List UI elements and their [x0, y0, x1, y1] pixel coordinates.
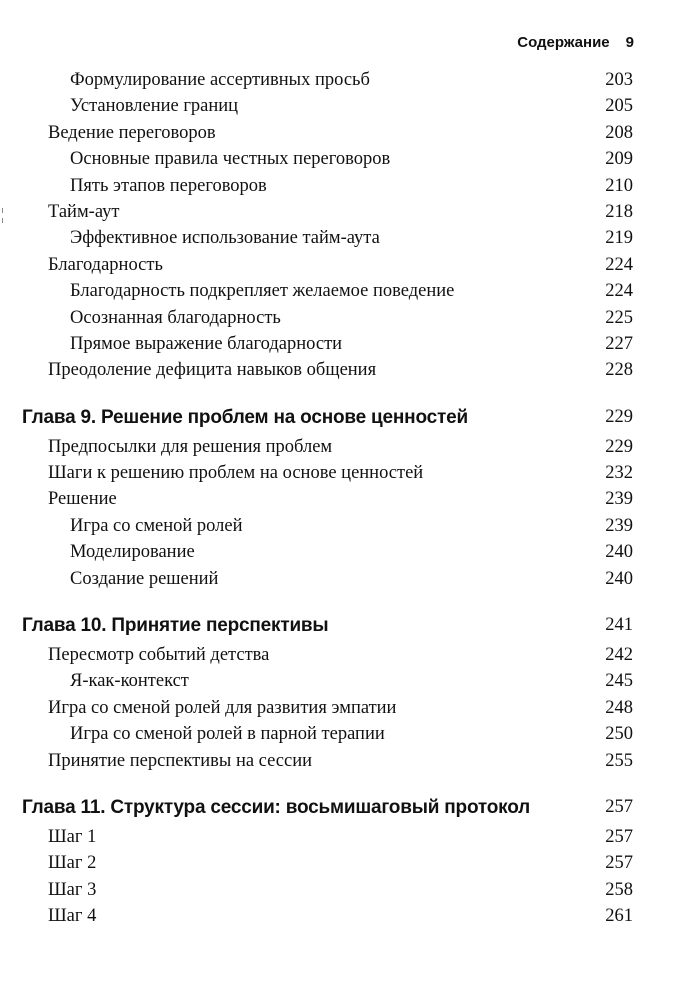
- toc-entry: [0, 281, 686, 307]
- table-of-contents: [0, 70, 686, 933]
- toc-entry-title: Шаги к решению проблем на основе ценностей: [48, 463, 424, 484]
- toc-entry-title: Решение: [48, 489, 117, 510]
- toc-entry: [0, 724, 686, 750]
- toc-entry: [0, 645, 686, 671]
- toc-entry: [0, 96, 686, 122]
- header-title: Содержание: [517, 34, 610, 51]
- running-header: [517, 34, 634, 51]
- toc-entry-page: 257: [605, 826, 633, 847]
- toc-entry-page: 241: [605, 615, 633, 636]
- toc-entry-page: 224: [605, 254, 633, 275]
- toc-entry-page: 208: [605, 122, 633, 143]
- toc-entry-title: Предпосылки для решения проблем: [48, 436, 333, 457]
- toc-chapter-entry: [0, 797, 686, 827]
- toc-entry: [0, 751, 686, 777]
- toc-entry: [0, 149, 686, 175]
- toc-entry-page: 248: [605, 697, 633, 718]
- toc-entry-title: Прямое выражение благодарности: [70, 333, 343, 354]
- toc-entry-title: Благодарность подкрепляет желаемое поведение: [70, 281, 455, 302]
- toc-entry-page: 239: [605, 489, 633, 510]
- toc-entry-page: 257: [605, 853, 633, 874]
- toc-entry-title: Глава 10. Принятие перспективы: [22, 615, 329, 637]
- toc-entry-page: 257: [605, 796, 633, 817]
- toc-entry-title: Основные правила честных переговоров: [70, 149, 391, 170]
- toc-entry-title: Благодарность: [48, 254, 163, 275]
- toc-entry-page: 228: [605, 360, 633, 381]
- toc-entry-title: Тайм-аут: [48, 201, 120, 222]
- toc-entry-page: 239: [605, 515, 633, 536]
- toc-entry: [0, 202, 686, 228]
- toc-entry-title: Эффективное использование тайм-аута: [70, 228, 380, 249]
- toc-entry: [0, 880, 686, 906]
- toc-entry: [0, 489, 686, 515]
- toc-entry-page: 225: [605, 307, 633, 328]
- toc-entry-title: Формулирование ассертивных просьб: [70, 70, 370, 90]
- toc-entry-title: Ведение переговоров: [48, 122, 216, 143]
- toc-entry-title: Моделирование: [70, 542, 195, 563]
- toc-entry-title: Пересмотр событий детства: [48, 645, 270, 666]
- toc-entry: [0, 360, 686, 386]
- toc-entry: [0, 437, 686, 463]
- toc-entry-page: 240: [605, 542, 633, 563]
- toc-entry-page: 210: [605, 175, 633, 196]
- toc-entry: [0, 228, 686, 254]
- toc-entry-title: Шаг 4: [48, 906, 97, 927]
- toc-entry: [0, 255, 686, 281]
- toc-entry-title: Шаг 2: [48, 853, 97, 874]
- toc-entry: [0, 123, 686, 149]
- toc-entry: [0, 569, 686, 595]
- toc-entry: [0, 853, 686, 879]
- toc-entry-title: Я-как-контекст: [70, 671, 189, 692]
- toc-entry-title: Шаг 1: [48, 826, 97, 847]
- toc-entry-page: 232: [605, 463, 633, 484]
- toc-chapter-entry: [0, 615, 686, 645]
- toc-entry: [0, 516, 686, 542]
- toc-entry-page: 245: [605, 671, 633, 692]
- toc-entry: [0, 70, 686, 96]
- toc-entry-title: Преодоление дефицита навыков общения: [48, 360, 377, 381]
- toc-entry: [0, 334, 686, 360]
- toc-entry-page: 242: [605, 645, 633, 666]
- toc-entry-page: 224: [605, 281, 633, 302]
- toc-entry-page: 209: [605, 149, 633, 170]
- toc-entry-page: 219: [605, 228, 633, 249]
- toc-entry-page: 203: [605, 70, 633, 90]
- toc-entry-page: 250: [605, 724, 633, 745]
- toc-entry: [0, 176, 686, 202]
- toc-entry-title: Создание решений: [70, 568, 219, 589]
- toc-entry-page: 205: [605, 96, 633, 117]
- toc-entry: [0, 698, 686, 724]
- toc-entry-page: 229: [605, 436, 633, 457]
- toc-entry-title: Пять этапов переговоров: [70, 175, 267, 196]
- toc-entry-title: Принятие перспективы на сессии: [48, 750, 313, 771]
- toc-entry-page: 255: [605, 750, 633, 771]
- toc-entry: [0, 906, 686, 932]
- toc-entry-title: Глава 11. Структура сессии: восьмишаговый протокол: [22, 796, 531, 818]
- toc-entry-page: 227: [605, 333, 633, 354]
- toc-entry-page: 258: [605, 879, 633, 900]
- toc-entry-page: 261: [605, 906, 633, 927]
- toc-entry: [0, 542, 686, 568]
- toc-entry-page: 218: [605, 201, 633, 222]
- toc-entry-title: Игра со сменой ролей для развития эмпатии: [48, 697, 397, 718]
- toc-entry: [0, 308, 686, 334]
- toc-entry-page: 229: [605, 406, 633, 427]
- toc-entry: [0, 671, 686, 697]
- toc-entry-title: Глава 9. Решение проблем на основе ценностей: [22, 406, 468, 428]
- header-page-number: 9: [625, 34, 634, 51]
- toc-entry: [0, 827, 686, 853]
- toc-entry-title: Игра со сменой ролей: [70, 515, 243, 536]
- toc-entry-title: Игра со сменой ролей в парной терапии: [70, 724, 385, 745]
- toc-entry-title: Шаг 3: [48, 879, 97, 900]
- toc-chapter-entry: [0, 407, 686, 437]
- toc-entry-title: Осознанная благодарность: [70, 307, 281, 328]
- toc-entry-title: Установление границ: [70, 96, 239, 117]
- toc-entry-page: 240: [605, 568, 633, 589]
- toc-entry: [0, 463, 686, 489]
